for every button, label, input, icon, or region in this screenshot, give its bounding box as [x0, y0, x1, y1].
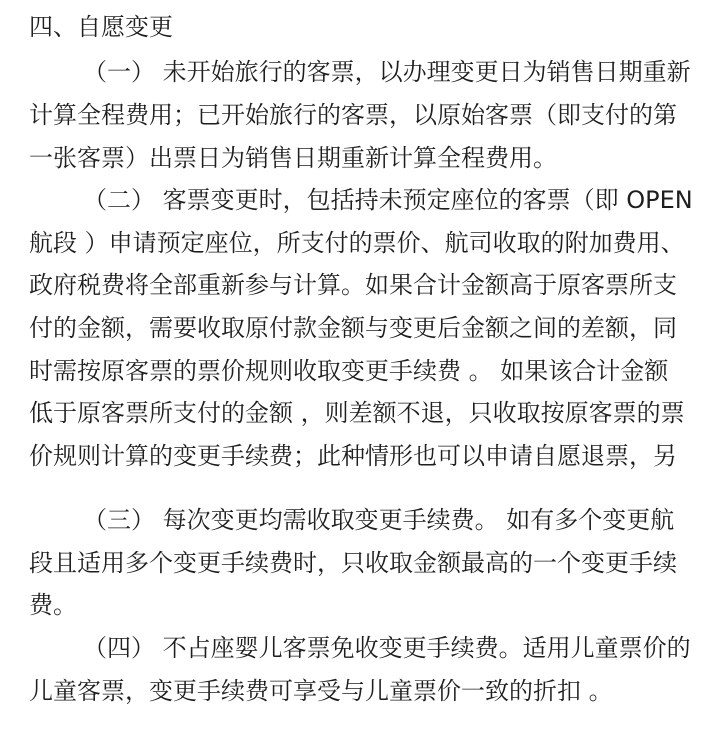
paragraph-line: 航段 ）申请预定座位，所支付的票价、航司收取的附加费用、	[29, 229, 685, 257]
paragraph-line: 付的金额，需要收取原付款金额与变更后金额之间的差额，同	[29, 314, 677, 342]
paragraph-line: 段且适用多个变更手续费时，只收取金额最高的一个变更手续	[29, 549, 677, 577]
paragraph-line: （一） 未开始旅行的客票，以办理变更日为销售日期重新	[83, 58, 691, 86]
paragraph-line: 费。	[29, 591, 77, 619]
paragraph-line: 时需按原客票的票价规则收取变更手续费 。 如果该合计金额	[29, 357, 669, 385]
paragraph-line: 计算全程费用；已开始旅行的客票，以原始客票（即支付的第	[29, 101, 677, 129]
paragraph-line: 价规则计算的变更手续费；此种情形也可以申请自愿退票，另	[29, 442, 677, 470]
paragraph-line: （二） 客票变更时，包括持未预定座位的客票（即 OPEN	[83, 186, 693, 214]
paragraph-line: （四） 不占座婴儿客票免收变更手续费。适用儿童票价的	[83, 634, 691, 662]
paragraph-line: 政府税费将全部重新参与计算。如果合计金额高于原客票所支	[29, 271, 677, 299]
paragraph-line: 低于原客票所支付的金额 ，则差额不退，只收取按原客票的票	[29, 399, 685, 427]
paragraph-line: 一张客票）出票日为销售日期重新计算全程费用。	[29, 144, 557, 172]
paragraph-line: （三） 每次变更均需收取变更手续费。 如有多个变更航	[83, 506, 675, 534]
paragraph-line: 儿童客票，变更手续费可享受与儿童票价一致的折扣 。	[29, 677, 613, 705]
section-heading: 四、自愿变更	[29, 13, 173, 41]
